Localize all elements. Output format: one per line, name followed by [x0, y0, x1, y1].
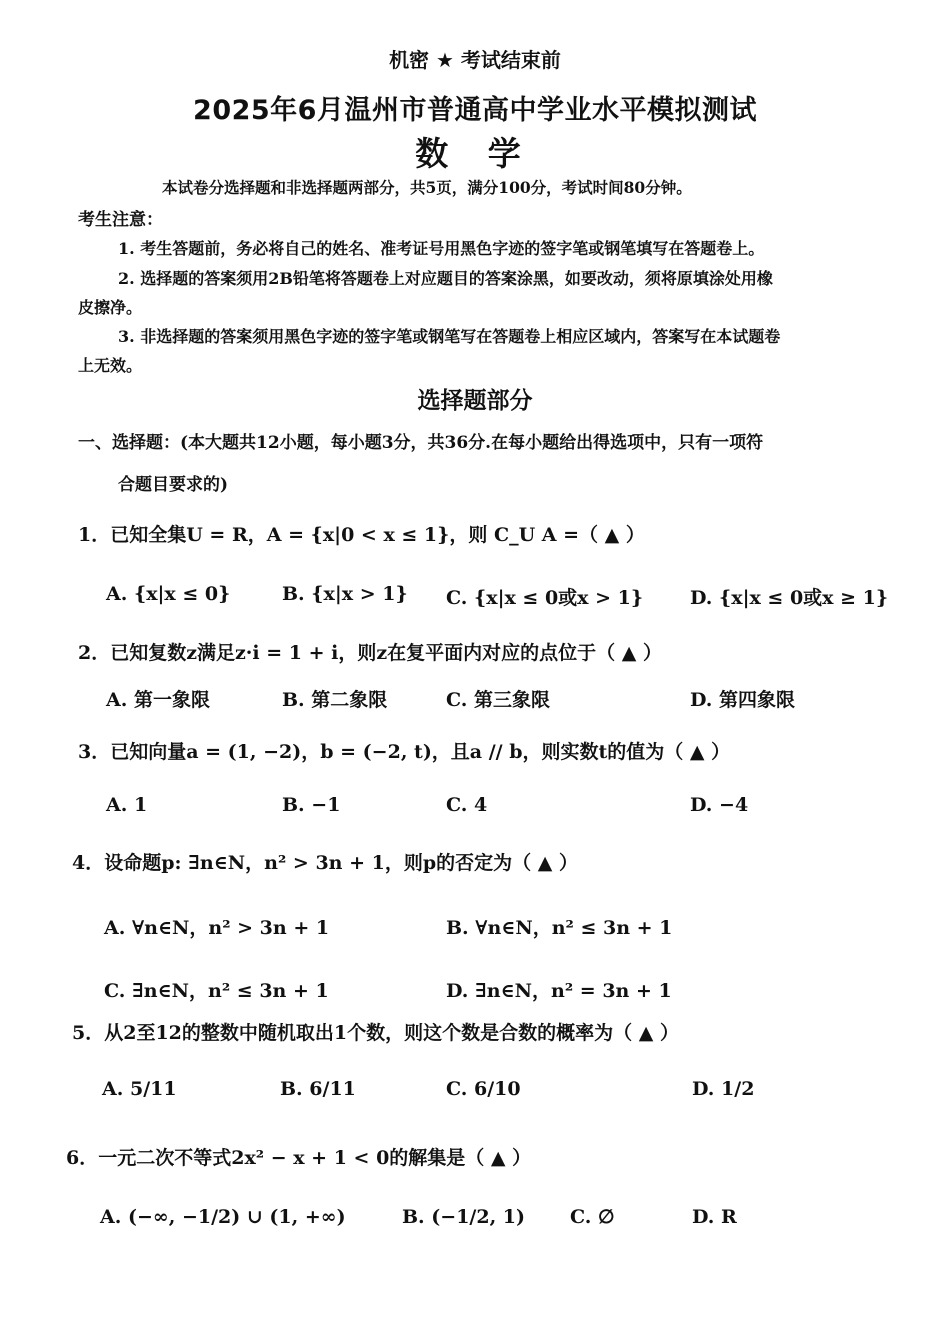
- q3-option-c: C. 4: [446, 794, 488, 816]
- q2-option-c: C. 第三象限: [446, 689, 551, 711]
- q3-option-b: B. −1: [282, 794, 341, 816]
- question-1: 1．已知全集U = R，A = {x|0 < x ≤ 1}，则 C_U A =（ ▲ ）: [78, 524, 645, 546]
- q3-option-a: A. 1: [106, 794, 148, 816]
- question-2: 2．已知复数z满足z·i = 1 + i，则z在复平面内对应的点位于（ ▲ ）: [78, 642, 663, 664]
- question-6: 6．一元二次不等式2x² − x + 1 < 0的解集是（ ▲ ）: [66, 1147, 532, 1169]
- q4-option-d: D. ∃n∈N，n² = 3n + 1: [446, 980, 672, 1002]
- q2-option-a: A. 第一象限: [106, 689, 210, 711]
- section-heading-line-2: 合题目要求的): [118, 475, 229, 495]
- section-title: 选择题部分: [417, 388, 533, 414]
- q5-option-c: C. 6/10: [446, 1078, 521, 1100]
- q4-option-b: B. ∀n∈N，n² ≤ 3n + 1: [446, 917, 673, 939]
- notice-item-3-line-1: 3. 非选择题的答案须用黑色字迹的签字笔或钢笔写在答题卷上相应区域内，答案写在本试题卷: [118, 327, 781, 346]
- confidential-label: 机密 ★ 考试结束前: [389, 48, 561, 72]
- question-4: 4．设命题p: ∃n∈N，n² > 3n + 1，则p的否定为（ ▲ ）: [72, 852, 578, 874]
- q4-option-c: C. ∃n∈N，n² ≤ 3n + 1: [104, 980, 329, 1002]
- question-5: 5．从2至12的整数中随机取出1个数，则这个数是合数的概率为（ ▲ ）: [72, 1022, 679, 1044]
- subject-title: 数 学: [415, 134, 535, 173]
- q5-option-a: A. 5/11: [102, 1078, 177, 1100]
- notice-item-2-line-2: 皮擦净。: [78, 298, 143, 317]
- q1-option-b: B. {x|x > 1}: [282, 583, 408, 605]
- q1-option-a: A. {x|x ≤ 0}: [106, 583, 231, 605]
- q6-option-a: A. (−∞, −1/2) ∪ (1, +∞): [100, 1206, 346, 1228]
- q6-option-d: D. R: [692, 1206, 737, 1228]
- notice-item-3-line-2: 上无效。: [78, 356, 143, 375]
- q1-option-c: C. {x|x ≤ 0或x > 1}: [446, 587, 644, 609]
- notice-heading: 考生注意：: [78, 210, 163, 230]
- q5-option-d: D. 1/2: [692, 1078, 755, 1100]
- q6-option-b: B. (−1/2, 1): [402, 1206, 526, 1228]
- notice-item-2-line-1: 2. 选择题的答案须用2B铅笔将答题卷上对应题目的答案涂黑，如要改动，须将原填涂处用橡: [118, 269, 773, 288]
- q4-option-a: A. ∀n∈N，n² > 3n + 1: [104, 917, 330, 939]
- q3-option-d: D. −4: [690, 794, 749, 816]
- q6-option-c: C. ∅: [570, 1206, 615, 1228]
- exam-intro: 本试卷分选择题和非选择题两部分，共5页，满分100分，考试时间80分钟。: [162, 178, 692, 197]
- q2-option-b: B. 第二象限: [282, 689, 388, 711]
- exam-title: 2025年6月温州市普通高中学业水平模拟测试: [193, 95, 757, 126]
- section-heading-line-1: 一、选择题：(本大题共12小题，每小题3分，共36分.在每小题给出得选项中，只有一项符: [78, 433, 764, 453]
- q2-option-d: D. 第四象限: [690, 689, 796, 711]
- notice-item-1: 1. 考生答题前，务必将自己的姓名、准考证号用黑色字迹的签字笔或钢笔填写在答题卷上。: [118, 239, 765, 258]
- q5-option-b: B. 6/11: [280, 1078, 356, 1100]
- q1-option-d: D. {x|x ≤ 0或x ≥ 1}: [690, 587, 889, 609]
- question-3: 3．已知向量a = (1, −2)，b = (−2, t)，且a // b，则实数t的值为（ ▲ ）: [78, 741, 731, 763]
